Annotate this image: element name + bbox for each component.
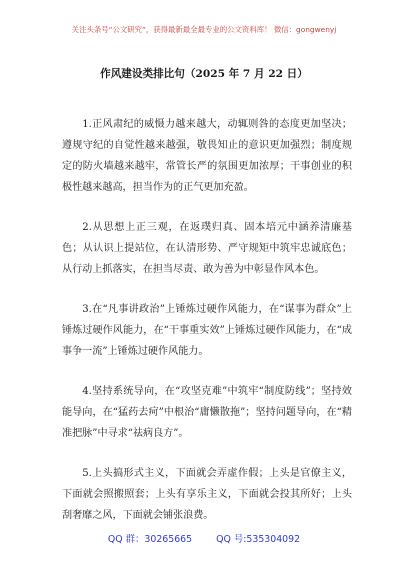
qq-group-number: QQ 群：30265665 (107, 534, 193, 545)
paragraph-1: 1.正风肃纪的威慑力越来越大，动辄则咎的态度更加坚决；遵规守纪的自觉性越来越强，敬畏知止的意识更加强烈；制度规定的防火墙越来越牢，常管长严的氛围更加浓厚；干事创业的积极性越来越高，担当作为的正气更加充盈。 (62, 119, 352, 193)
document-title: 作风建设类排比句（2025 年 7 月 22 日） (100, 68, 308, 80)
paragraph-3: 3.在“凡事讲政治”上锤炼过硬作风能力，在“谋事为群众”上锤炼过硬作风能力，在“干事重实效”上锤炼过硬作风能力，在“成事争一流”上锤炼过硬作风能力。 (62, 304, 352, 357)
qq-account-number: QQ 号:535304092 (216, 534, 301, 545)
promo-banner: 关注头条号“公文研究”，获得最新最全最专业的公文资料库！ 微信：gongwenyj (71, 25, 337, 34)
paragraph-2: 2.从思想上正三观，在返璞归真、固本培元中涵养清廉基色；从认识上提站位，在认清形势、严守规矩中筑牢忠诚底色；从行动上抓落实，在担当尽责、敢为善为中彰显作风本色。 (62, 222, 352, 275)
paragraph-5: 5.上头搞形式主义，下面就会弄虚作假；上头是官僚主义，下面就会照搬照套；上头有享乐主义，下面就会投其所好；上头刮奢靡之风，下面就会铺张浪费。 (62, 468, 352, 521)
contact-footer (0, 531, 408, 545)
document-body (62, 114, 352, 526)
paragraph-4: 4.坚持系统导向，在“攻坚克难”中筑牢“制度防线”；坚持效能导向，在“猛药去疴”中根治“庸懒散拖”；坚持问题导向，在“精准把脉”中寻求“祛病良方”。 (62, 386, 352, 439)
